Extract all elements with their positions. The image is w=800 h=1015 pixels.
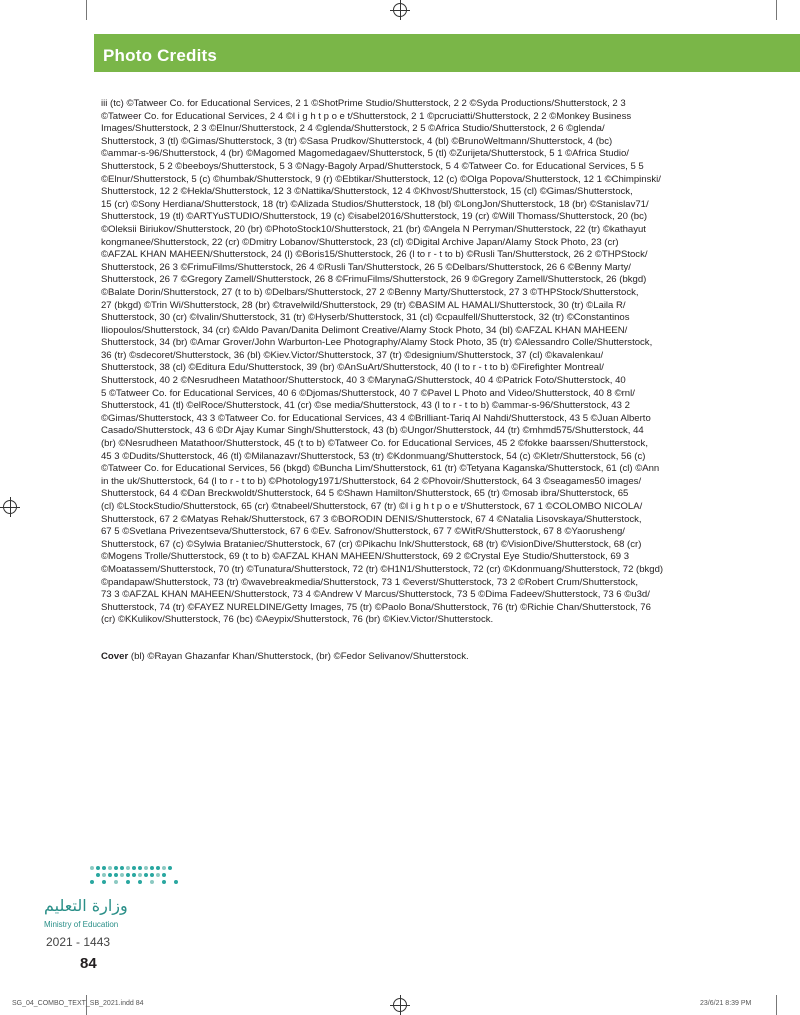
cover-label: Cover [101, 651, 129, 662]
page-number: 84 [80, 955, 97, 972]
crop-mark [776, 0, 777, 20]
cover-credits [101, 651, 723, 663]
logo-dot [108, 866, 112, 870]
registration-mark-bottom [393, 998, 407, 1012]
logo-dot [132, 873, 136, 877]
registration-mark-left [3, 500, 17, 514]
logo-dot [96, 873, 100, 877]
logo-dot [156, 873, 160, 877]
logo-dot [144, 866, 148, 870]
page-title: Photo Credits [103, 46, 218, 65]
logo-dot [168, 866, 172, 870]
logo-dot [90, 866, 94, 870]
registration-mark-top [393, 3, 407, 17]
logo-dot [114, 873, 118, 877]
logo-dot [138, 866, 142, 870]
print-slug-date: 23/6/21 8:39 PM [700, 1000, 752, 1007]
crop-mark [776, 995, 777, 1015]
logo-dot [174, 880, 178, 884]
logo-dot [96, 866, 100, 870]
logo-dot [108, 873, 112, 877]
logo-dots-icon [90, 862, 180, 888]
logo-dot [90, 880, 94, 884]
logo-arabic-text: وزارة التعليم [44, 896, 128, 915]
cover-credits-text: (bl) ©Rayan Ghazanfar Khan/Shutterstock, (br) ©Fedor Selivanov/Shutterstock. [128, 651, 469, 662]
logo-dot [150, 873, 154, 877]
print-slug-file: SG_04_COMBO_TEXT_SB_2021.indd 84 [12, 1000, 144, 1007]
academic-year: 2021 - 1443 [46, 935, 111, 949]
logo-dot [150, 880, 154, 884]
logo-english-text: Ministry of Education [44, 920, 119, 929]
crop-mark [86, 0, 87, 20]
logo-dot [126, 880, 130, 884]
logo-dot [156, 866, 160, 870]
logo-dot [114, 880, 118, 884]
logo-dot [138, 880, 142, 884]
logo-dot [126, 866, 130, 870]
logo-dot [138, 873, 142, 877]
logo-dot [120, 866, 124, 870]
logo-dot [102, 866, 106, 870]
logo-dot [114, 866, 118, 870]
photo-credits-text: iii (tc) ©Tatweer Co. for Educational Services, 2 1 ©ShotPrime Studio/Shutterstock, 2 2 ©Syda Productions/Shutterstock, 2 3 ©Tatweer Co. for Educational Services, 2 4 ©l i g h t p o e t/Shutterstock, 2 1 ©pcruciatti/Shutterstock, 2 2 ©Monkey Business Images/Shutterstock, 2 3 ©Elnur/Shutterstock, 2 4 ©glenda/Shutterstock, 2 5 ©Africa Studio/Shutterstock, 2 6 ©glenda/ Shutterstock, 3 (tl) ©Gimas/Shutterstock, 3 (tr) ©Sasa Prudkov/Shutterstock, 4 (bl) ©BrunoWeltmann/Shutterstock, 4 (bc) ©ammar-s-96/Shutterstock, 4 (br) ©Magomed Magomedagaev/Shutterstock, 5 (tl) ©Zurijeta/Shutterstock, 5 1 ©Africa Studio/ Shutterstock, 5 2 ©beeboys/Shutterstock, 5 3 ©Nagy-Bagoly Arpad/Shutterstock, 5 4 ©Tatweer Co. for Educational Services, 5 5 ©Elnur/Shutterstock, 5 (c) ©humbak/Shutterstock, 9 (r) ©Ebtikar/Shutterstock, 12 (c) ©Olga Popova/Shutterstock, 12 1 ©Chimpinski/ Shutterstock, 12 2 ©Hekla/Shutterstock, 12 3 ©Nattika/Shutterstock, 12 4 ©Khvost/Shutterstock, 15 (cl) ©Gimas/Shutterstock, 15 (cr) ©Sony Herdiana/Shutterstock, 18 (tr) ©Alizada Studios/Shutterstock, 18 (bl) ©LongJon/Shutterstock, 18 (br) ©Stanislav71/ Shutterstock, 19 (tl) ©ARTYuSTUDIO/Shutterstock, 19 (c) ©isabel2016/Shutterstock, 19 (cr) ©Will Thomass/Shutterstock, 20 (bc) ©Oleksii Biriukov/Shutterstock, 20 (br) ©PhotoStock10/Shutterstock, 21 (br) ©Angela N Perryman/Shutterstock, 22 (tr) ©kathayut kongmanee/Shutterstock, 22 (cr) ©Dmitry Lobanov/Shutterstock, 23 (cl) ©Digital Archive Japan/Alamy Stock Photo, 23 (cr) ©AFZAL KHAN MAHEEN/Shutterstock, 24 (l) ©Boris15/Shutterstock, 26 (l to r - t to b) ©Rusli Tan/Shutterstock, 26 2 ©THPStock/ Shutterstock, 26 3 ©FrimuFilms/Shutterstock, 26 4 ©Rusli Tan/Shutterstock, 26 5 ©Delbars/Shutterstock, 26 6 ©Benny Marty/ Shutterstock, 26 7 ©Gregory Zamell/Shutterstock, 26 8 ©FrimuFilms/Shutterstock, 26 9 ©Gregory Zamell/Shutterstock, 26 (bkgd) ©Balate Dorin/Shutterstock, 27 (t to b) ©Delbars/Shutterstock, 27 2 ©Benny Marty/Shutterstock, 27 3 ©THPStock/Shutterstock, 27 (bkgd) ©Trin Wi/Shutterstock, 28 (br) ©travelwild/Shutterstock, 29 (tr) ©BASIM AL HAMALI/Shutterstock, 30 (tr) ©Laila R/ Shutterstock, 30 (cr) ©Ivalin/Shutterstock, 31 (tr) ©Hyserb/Shutterstock, 31 (cl) ©cpaulfell/Shutterstock, 32 (tr) ©Constantinos Iliopoulos/Shutterstock, 34 (cr) ©Aldo Pavan/Danita Delimont Creative/Alamy Stock Photo, 34 (bl) ©AFZAL KHAN MAHEEN/ Shutterstock, 34 (br) ©Amar Grover/John Warburton-Lee Photography/Alamy Stock Photo, 35 (tr) ©Alessandro Colle/Shutterstock, 36 (tr) ©sdecoret/Shutterstock, 36 (bl) ©Kiev.Victor/Shutterstock, 37 (tr) ©designium/Shutterstock, 37 (cl) ©kavalenkau/ Shutterstock, 38 (cl) ©Editura Edu/Shutterstock, 39 (br) ©AnSuArt/Shutterstock, 40 (l to r - t to b) ©Firefighter Montreal/ Shutterstock, 40 2 ©Nesrudheen Matathoor/Shutterstock, 40 3 ©MarynaG/Shutterstock, 40 4 ©Patrick Foto/Shutterstock, 40 5 ©Tatweer Co. for Educational Services, 40 6 ©Djomas/Shutterstock, 40 7 ©Pavel L Photo and Video/Shutterstock, 40 8 ©rnl/ Shutterstock, 41 (tl) ©elRoce/Shutterstock, 41 (cr) ©se media/Shutterstock, 43 (l to r - t to b) ©ammar-s-96/Shutterstock, 43 2 ©Gimas/Shutterstock, 43 3 ©Tatweer Co. for Educational Services, 43 4 ©Brilliant-Tariq Al Nahdi/Shutterstock, 43 5 ©Juan Alberto Casado/Shutterstock, 43 6 ©Dr Ajay Kumar Singh/Shutterstock, 43 (b) ©Ungor/Shutterstock, 44 (tr) ©mhmd575/Shutterstock, 44 (br) ©Nesrudheen Matathoor/Shutterstock, 45 (t to b) ©Tatweer Co. for Educational Services, 45 2 ©fokke baarssen/Shutterstock, 45 3 ©Dudits/Shutterstock, 46 (tl) ©Milanazavr/Shutterstock, 53 (tr) ©Kdonmuang/Shutterstock, 54 (c) ©Kletr/Shutterstock, 56 (c) ©Tatweer Co. for Educational Services, 56 (bkgd) ©Buncha Lim/Shutterstock, 61 (tr) ©Tetyana Kaganska/Shutterstock, 61 (cl) ©Ann in the uk/Shutterstock, 64 (l to r - t to b) ©Photology1971/Shutterstock, 64 2 ©Phovoir/Shutterstock, 64 3 ©seagames50 images/ Shutterstock, 64 4 ©Dan Breckwoldt/Shutterstock, 64 5 ©Shawn Hamilton/Shutterstock, 65 (tr) ©mosab ibra/Shutterstock, 65 (cl) ©LStockStudio/Shutterstock, 65 (cr) ©tnabeel/Shutterstock, 67 (tr) ©l i g h t p o e t/Shutterstock, 67 1 ©COLOMBO NICOLA/ Shutterstock, 67 2 ©Matyas Rehak/Shutterstock, 67 3 ©BORODIN DENIS/Shutterstock, 67 4 ©Natalia Lisovskaya/Shutterstock, 67 5 ©Svetlana Privezentseva/Shutterstock, 67 6 ©Ev. Safronov/Shutterstock, 67 7 ©WitR/Shutterstock, 67 8 ©Yaorusheng/ Shutterstock, 67 (c) ©Sylwia Brataniec/Shutterstock, 67 (cr) ©Pikachu Ink/Shutterstock, 68 (tr) ©VisionDive/Shutterstock, 68 (cr) ©Mogens Trolle/Shutterstock, 69 (t to b) ©AFZAL KHAN MAHEEN/Shutterstock, 69 2 ©Crystal Eye Studio/Shutterstock, 69 3 ©Moatassem/Shutterstock, 70 (tr) ©Tunatura/Shutterstock, 72 (tr) ©H1N1/Shutterstock, 72 (cr) ©Kdonmuang/Shutterstock, 72 (bkgd) ©pandapaw/Shutterstock, 73 (tr) ©wavebreakmedia/Shutterstock, 73 1 ©everst/Shutterstock, 73 2 ©Robert Crum/Shutterstock, 73 3 ©AFZAL KHAN MAHEEN/Shutterstock, 73 4 ©Andrew V Marcus/Shutterstock, 73 5 ©Dima Fadeev/Shutterstock, 73 6 ©u3d/ Shutterstock, 74 (tr) ©FAYEZ NURELDINE/Getty Images, 75 (tr) ©Paolo Bona/Shutterstock, 76 (tr) ©Richie Chan/Shutterstock, 76 (cr) ©KKulikov/Shutterstock, 76 (bc) ©Aeypix/Shutterstock, 76 (br) ©Kiev.Victor/Shutterstock. [101, 98, 664, 626]
ministry-logo [44, 862, 184, 932]
logo-dot [102, 873, 106, 877]
logo-dot [150, 866, 154, 870]
logo-dot [162, 880, 166, 884]
logo-dot [162, 873, 166, 877]
logo-dot [162, 866, 166, 870]
logo-dot [120, 873, 124, 877]
logo-dot [126, 873, 130, 877]
logo-dot [102, 880, 106, 884]
logo-dot [144, 873, 148, 877]
logo-dot [132, 866, 136, 870]
